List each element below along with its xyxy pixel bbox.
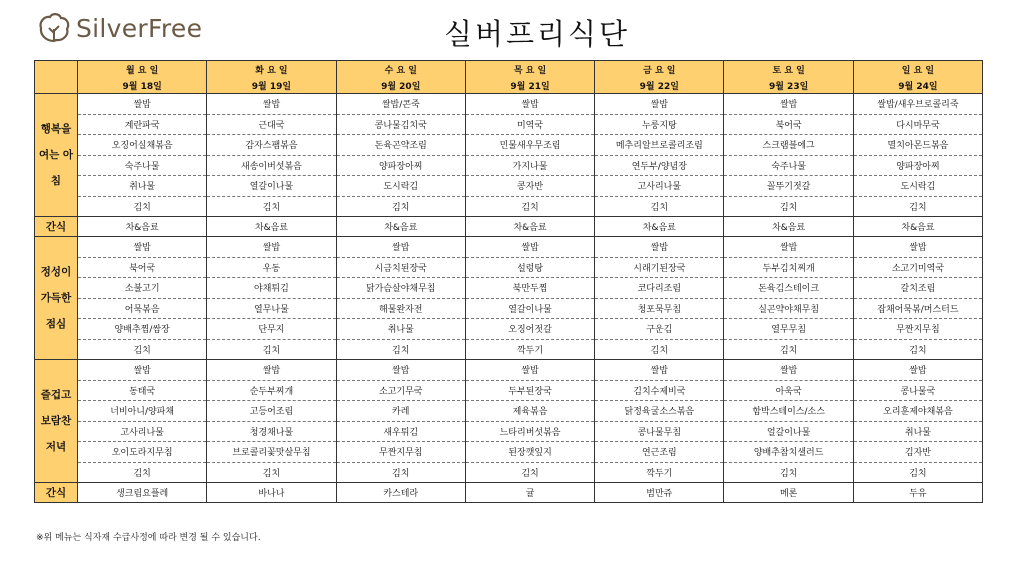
- menu-item: 쌀밥: [724, 94, 853, 115]
- snack-item: 차&음료: [595, 217, 724, 237]
- menu-row: [35, 421, 983, 442]
- menu-item: 열무나물: [207, 298, 336, 319]
- snack-item: 귤: [465, 483, 594, 503]
- menu-item: 메추리알브로콜리조림: [595, 135, 724, 156]
- snack-label: 간식: [35, 483, 78, 503]
- menu-row: [35, 257, 983, 278]
- menu-item: 갈치조림: [853, 278, 982, 299]
- menu-item: 숙주나물: [724, 155, 853, 176]
- snack-item: 차&음료: [207, 217, 336, 237]
- menu-item: 쌀밥: [207, 94, 336, 115]
- menu-item: 김치: [853, 196, 982, 217]
- menu-item: 김치: [724, 196, 853, 217]
- menu-item: 돈육김스테이크: [724, 278, 853, 299]
- menu-item: 쌀밥: [78, 237, 207, 258]
- menu-item: 쌀밥/콘죽: [336, 94, 465, 115]
- menu-item: 설렁탕: [465, 257, 594, 278]
- menu-item: 김치: [78, 462, 207, 483]
- menu-row: [35, 401, 983, 422]
- menu-item: 누룽지탕: [595, 114, 724, 135]
- menu-item: 소고기무국: [336, 380, 465, 401]
- menu-item: 된장깻잎지: [465, 442, 594, 463]
- menu-item: 콩나물국: [853, 380, 982, 401]
- menu-item: 쌀밥: [207, 360, 336, 381]
- menu-item: 잡채어묵볶/머스터드: [853, 298, 982, 319]
- snack-item: 차&음료: [336, 217, 465, 237]
- menu-item: 다시마무국: [853, 114, 982, 135]
- menu-item: 쌀밥: [853, 237, 982, 258]
- menu-item: 열갈이나물: [207, 176, 336, 197]
- menu-item: 쌀밥: [336, 360, 465, 381]
- day-name-header: 목 요 일: [465, 61, 594, 78]
- day-date-header: 9월 19일: [207, 77, 336, 94]
- snack-row: [35, 483, 983, 503]
- menu-item: 취나물: [336, 319, 465, 340]
- menu-item: 연근조림: [595, 442, 724, 463]
- snack-item: 생크림요플레: [78, 483, 207, 503]
- day-name-header: 일 요 일: [853, 61, 982, 78]
- menu-item: 쌀밥: [465, 94, 594, 115]
- page-title: 실버프리식단: [443, 17, 631, 51]
- menu-item: 스크램블에그: [724, 135, 853, 156]
- menu-item: 연두부/양념장: [595, 155, 724, 176]
- day-date-header: 9월 21일: [465, 77, 594, 94]
- menu-item: 도시락김: [853, 176, 982, 197]
- menu-item: 취나물: [78, 176, 207, 197]
- snack-item: 두유: [853, 483, 982, 503]
- menu-item: 함박스테이스/소스: [724, 401, 853, 422]
- menu-item: 동태국: [78, 380, 207, 401]
- menu-item: 계란파국: [78, 114, 207, 135]
- menu-row: [35, 155, 983, 176]
- menu-item: 취나물: [853, 421, 982, 442]
- day-date-header: 9월 22일: [595, 77, 724, 94]
- menu-item: 김치: [853, 462, 982, 483]
- menu-item: 무짠지무침: [336, 442, 465, 463]
- menu-item: 미역국: [465, 114, 594, 135]
- menu-item: 김치: [78, 196, 207, 217]
- menu-item: 김치: [336, 196, 465, 217]
- menu-item: 깍두기: [595, 462, 724, 483]
- day-name-header: 화 요 일: [207, 61, 336, 78]
- menu-row: [35, 462, 983, 483]
- menu-item: 새우튀김: [336, 421, 465, 442]
- menu-item: 어묵볶음: [78, 298, 207, 319]
- menu-item: 쌀밥: [78, 94, 207, 115]
- menu-item: 아욱국: [724, 380, 853, 401]
- menu-item: 김치: [207, 196, 336, 217]
- menu-item: 김치: [724, 462, 853, 483]
- menu-item: 고사리나물: [78, 421, 207, 442]
- menu-item: 쌀밥: [724, 360, 853, 381]
- menu-item: 양파장아찌: [853, 155, 982, 176]
- menu-item: 두부된장국: [465, 380, 594, 401]
- menu-item: 콩나물무침: [595, 421, 724, 442]
- menu-item: 양배추찜/쌈장: [78, 319, 207, 340]
- menu-row: [35, 135, 983, 156]
- snack-item: 차&음료: [853, 217, 982, 237]
- snack-item: 메론: [724, 483, 853, 503]
- menu-item: 열갈이나물: [465, 298, 594, 319]
- menu-item: 쌀밥: [595, 237, 724, 258]
- menu-item: 김치: [207, 339, 336, 360]
- menu-item: 두부김치찌개: [724, 257, 853, 278]
- day-name-header: 월 요 일: [78, 61, 207, 78]
- menu-item: 쌀밥: [595, 360, 724, 381]
- menu-item: 북어국: [78, 257, 207, 278]
- menu-item: 카레: [336, 401, 465, 422]
- menu-item: 가지나물: [465, 155, 594, 176]
- menu-item: 김치: [336, 339, 465, 360]
- menu-item: 콩나물김치국: [336, 114, 465, 135]
- menu-item: 김자반: [853, 442, 982, 463]
- menu-item: 쌀밥: [595, 94, 724, 115]
- menu-item: 소불고기: [78, 278, 207, 299]
- menu-item: 느타리버섯볶음: [465, 421, 594, 442]
- day-name-header: 금 요 일: [595, 61, 724, 78]
- menu-item: 새송이버섯볶음: [207, 155, 336, 176]
- brand-name: SilverFree: [76, 13, 203, 43]
- menu-row: [35, 114, 983, 135]
- menu-item: 쌀밥/새우브로콜리죽: [853, 94, 982, 115]
- snack-item: 차&음료: [78, 217, 207, 237]
- day-date-header: 9월 20일: [336, 77, 465, 94]
- menu-item: 너비아니/양파채: [78, 401, 207, 422]
- menu-item: 닭정육굴소스볶음: [595, 401, 724, 422]
- meal-label: 정성이 가득한 점심: [35, 237, 78, 360]
- snack-item: 바나나: [207, 483, 336, 503]
- footnote: ※위 메뉴는 식자재 수급사정에 따라 변경 될 수 있습니다.: [36, 533, 261, 543]
- menu-item: 김치: [465, 196, 594, 217]
- menu-row: [35, 237, 983, 258]
- menu-item: 쌀밥: [724, 237, 853, 258]
- menu-item: 근대국: [207, 114, 336, 135]
- menu-item: 김치: [207, 462, 336, 483]
- menu-item: 도시락김: [336, 176, 465, 197]
- menu-row: [35, 339, 983, 360]
- menu-item: 청포묵무침: [595, 298, 724, 319]
- date-row: [35, 77, 983, 94]
- menu-row: [35, 442, 983, 463]
- day-date-header: 9월 24일: [853, 77, 982, 94]
- snack-item: 차&음료: [465, 217, 594, 237]
- menu-item: 얼갈이나물: [724, 421, 853, 442]
- snack-row: [35, 217, 983, 237]
- menu-item: 김치: [595, 196, 724, 217]
- menu-item: 김치: [595, 339, 724, 360]
- menu-item: 쌀밥: [336, 237, 465, 258]
- menu-item: 쌀밥: [853, 360, 982, 381]
- menu-row: [35, 278, 983, 299]
- menu-item: 쌀밥: [465, 237, 594, 258]
- menu-item: 쌀밥: [78, 360, 207, 381]
- day-date-header: 9월 18일: [78, 77, 207, 94]
- day-name-row: [35, 61, 983, 78]
- menu-item: 청경채나물: [207, 421, 336, 442]
- menu-item: 무짠지무침: [853, 319, 982, 340]
- menu-item: 우동: [207, 257, 336, 278]
- menu-item: 돈육곤약조림: [336, 135, 465, 156]
- snack-item: 카스테라: [336, 483, 465, 503]
- menu-item: 시래기된장국: [595, 257, 724, 278]
- menu-item: 고사리나물: [595, 176, 724, 197]
- menu-item: 오징어젓갈: [465, 319, 594, 340]
- menu-row: [35, 94, 983, 115]
- menu-item: 브로콜리꽃맛살무침: [207, 442, 336, 463]
- meal-label: 즐겁고 보람찬 저녁: [35, 360, 78, 483]
- menu-row: [35, 319, 983, 340]
- menu-row: [35, 380, 983, 401]
- menu-item: 김치: [724, 339, 853, 360]
- menu-item: 오리훈제야채볶음: [853, 401, 982, 422]
- menu-item: 깍두기: [465, 339, 594, 360]
- menu-item: 순두부찌개: [207, 380, 336, 401]
- menu-item: 닭가슴살야채무침: [336, 278, 465, 299]
- menu-item: 숙주나물: [78, 155, 207, 176]
- menu-row: [35, 176, 983, 197]
- menu-item: 북만두찜: [465, 278, 594, 299]
- menu-item: 김치: [78, 339, 207, 360]
- menu-item: 실곤약야채무침: [724, 298, 853, 319]
- menu-row: [35, 196, 983, 217]
- menu-item: 코다리조림: [595, 278, 724, 299]
- menu-item: 양파장아찌: [336, 155, 465, 176]
- menu-item: 제육볶음: [465, 401, 594, 422]
- menu-item: 민물새우무조림: [465, 135, 594, 156]
- day-name-header: 토 요 일: [724, 61, 853, 78]
- menu-item: 양배추참치샐러드: [724, 442, 853, 463]
- menu-item: 꼴뚜기젓갈: [724, 176, 853, 197]
- menu-item: 감자스팸볶음: [207, 135, 336, 156]
- menu-item: 열무무침: [724, 319, 853, 340]
- menu-item: 멸치아몬드볶음: [853, 135, 982, 156]
- menu-item: 시금치된장국: [336, 257, 465, 278]
- menu-row: [35, 360, 983, 381]
- menu-item: 고등어조림: [207, 401, 336, 422]
- menu-item: 북어국: [724, 114, 853, 135]
- menu-item: 김치: [336, 462, 465, 483]
- snack-label: 간식: [35, 217, 78, 237]
- snack-item: 범만쥬: [595, 483, 724, 503]
- menu-item: 해물완자전: [336, 298, 465, 319]
- menu-item: 콩자반: [465, 176, 594, 197]
- menu-item: 야채튀김: [207, 278, 336, 299]
- corner-cell: [35, 61, 78, 94]
- menu-item: 김치: [853, 339, 982, 360]
- day-name-header: 수 요 일: [336, 61, 465, 78]
- snack-item: 차&음료: [724, 217, 853, 237]
- menu-item: 쌀밥: [465, 360, 594, 381]
- menu-item: 김치: [465, 462, 594, 483]
- meal-label: 행복을 여는 아침: [35, 94, 78, 217]
- menu-item: 김치수제비국: [595, 380, 724, 401]
- menu-item: 오징어실채볶음: [78, 135, 207, 156]
- menu-item: 구운김: [595, 319, 724, 340]
- menu-item: 오이도라지무침: [78, 442, 207, 463]
- day-date-header: 9월 23일: [724, 77, 853, 94]
- menu-item: 소고기미역국: [853, 257, 982, 278]
- menu-item: 단무지: [207, 319, 336, 340]
- meal-table: [34, 60, 983, 503]
- menu-row: [35, 298, 983, 319]
- menu-item: 쌀밥: [207, 237, 336, 258]
